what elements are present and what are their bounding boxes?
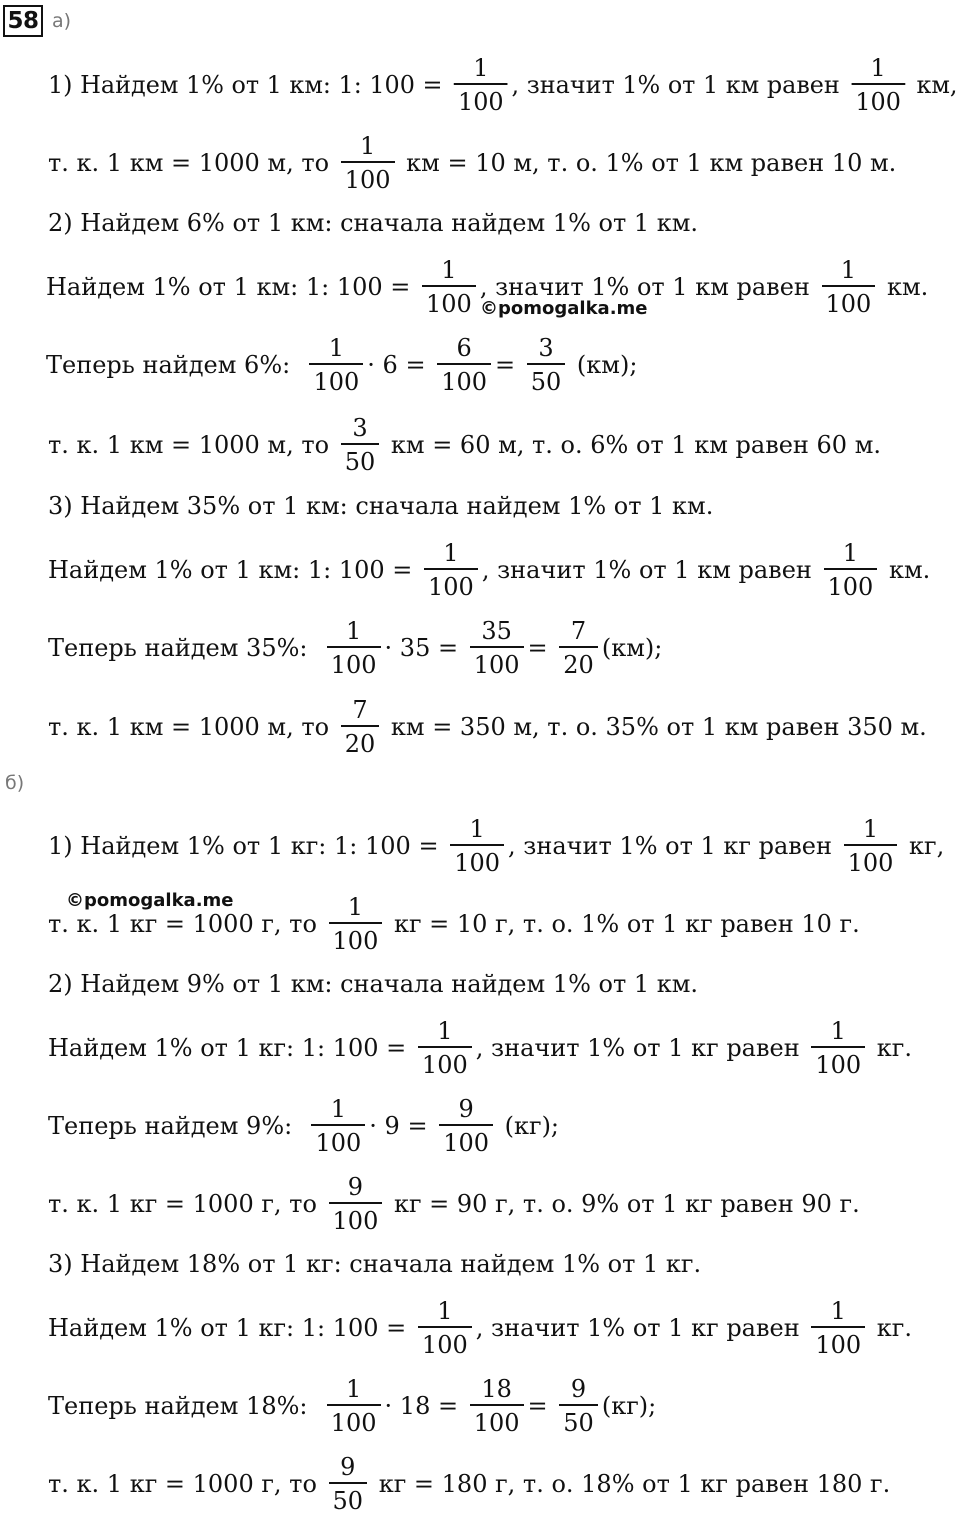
fraction-denominator: 100 xyxy=(422,285,476,316)
fraction-numerator: 9 xyxy=(347,1173,364,1201)
fraction xyxy=(470,619,524,677)
line-text: км = 10 м, т. о. 1% от 1 км равен 10 м. xyxy=(398,149,897,177)
line-text: кг, xyxy=(901,832,945,860)
fraction xyxy=(454,56,508,114)
fraction xyxy=(422,258,476,316)
fraction-numerator: 9 xyxy=(340,1453,356,1481)
line-text: Найдем 1% от 1 км: 1: 100 = xyxy=(46,273,419,301)
fraction-numerator: 1 xyxy=(862,815,879,843)
fraction-denominator: 100 xyxy=(437,363,491,394)
solution-line xyxy=(46,242,928,332)
fraction-denominator: 100 xyxy=(811,1326,865,1357)
line-text: 3) Найдем 35% от 1 км: сначала найдем 1% от 1 км. xyxy=(48,492,714,520)
fraction-denominator: 100 xyxy=(327,646,381,677)
fraction-denominator: 100 xyxy=(470,1404,524,1435)
fraction-numerator: 1 xyxy=(437,1297,453,1325)
fraction xyxy=(811,1299,865,1357)
fraction-denominator: 20 xyxy=(559,646,598,677)
fraction-numerator: 1 xyxy=(870,54,886,82)
solution-line xyxy=(48,801,944,891)
fraction-denominator: 50 xyxy=(527,363,566,394)
line-text: = xyxy=(527,1392,556,1420)
fraction-denominator: 100 xyxy=(822,285,876,316)
fraction-denominator: 100 xyxy=(844,844,898,875)
line-text: = xyxy=(527,634,556,662)
fraction xyxy=(309,336,363,394)
line-text: Теперь найдем 18%: xyxy=(48,1392,323,1420)
fraction xyxy=(822,258,876,316)
fraction-denominator: 50 xyxy=(329,1482,368,1513)
fraction-denominator: 100 xyxy=(454,83,508,114)
line-text: (кг); xyxy=(497,1112,560,1140)
fraction-numerator: 1 xyxy=(359,132,376,160)
fraction xyxy=(327,1377,381,1435)
solution-line xyxy=(48,40,958,130)
fraction-numerator: 6 xyxy=(456,334,472,362)
fraction-numerator: 3 xyxy=(538,334,554,362)
fraction-numerator: 1 xyxy=(437,1017,453,1045)
fraction-denominator: 50 xyxy=(559,1404,598,1435)
line-text: км. xyxy=(881,556,931,584)
fraction-numerator: 7 xyxy=(352,696,368,724)
fraction-numerator: 1 xyxy=(830,1017,846,1045)
line-text: (км); xyxy=(569,351,638,379)
line-text: км, xyxy=(908,71,958,99)
fraction-denominator: 100 xyxy=(824,568,878,599)
line-text: т. к. 1 км = 1000 м, то xyxy=(48,431,337,459)
fraction xyxy=(418,1019,472,1077)
fraction xyxy=(327,619,381,677)
line-text: км = 60 м, т. о. 6% от 1 км равен 60 м. xyxy=(383,431,881,459)
line-text: т. к. 1 км = 1000 м, то xyxy=(48,713,337,741)
fraction-numerator: 3 xyxy=(352,414,368,442)
line-text: т. к. 1 км = 1000 м, то xyxy=(48,149,337,177)
fraction xyxy=(470,1377,524,1435)
line-text: Найдем 1% от 1 кг: 1: 100 = xyxy=(48,1314,414,1342)
fraction-numerator: 1 xyxy=(830,1297,846,1325)
line-text: Теперь найдем 9%: xyxy=(48,1112,308,1140)
fraction-numerator: 1 xyxy=(473,54,489,82)
fraction-numerator: 35 xyxy=(481,617,512,645)
fraction-numerator: 1 xyxy=(441,256,457,284)
fraction-denominator: 100 xyxy=(418,1046,472,1077)
fraction-denominator: 100 xyxy=(329,1202,383,1233)
solution-line xyxy=(48,1081,559,1171)
fraction-numerator: 9 xyxy=(570,1375,587,1403)
fraction-denominator: 100 xyxy=(329,922,383,953)
task-number: 58 xyxy=(3,5,43,37)
part-a-label: а) xyxy=(52,10,72,32)
fraction xyxy=(559,1377,598,1435)
line-text: , значит 1% от 1 км равен xyxy=(511,71,848,99)
fraction-numerator: 7 xyxy=(570,617,587,645)
fraction-denominator: 20 xyxy=(341,725,380,756)
line-text: кг = 90 г, т. о. 9% от 1 кг равен 90 г. xyxy=(386,1190,860,1218)
line-text: кг. xyxy=(869,1314,912,1342)
solution-line xyxy=(48,1361,656,1451)
fraction xyxy=(811,1019,865,1077)
fraction xyxy=(341,698,380,756)
line-text: 2) Найдем 9% от 1 км: сначала найдем 1% от 1 км. xyxy=(48,970,699,998)
fraction xyxy=(527,336,566,394)
solution-line xyxy=(46,320,637,410)
fraction-numerator: 1 xyxy=(469,815,485,843)
fraction-denominator: 100 xyxy=(470,646,524,677)
fraction-denominator: 100 xyxy=(439,1124,493,1155)
line-text: , значит 1% от 1 км равен xyxy=(479,273,818,301)
fraction-numerator: 1 xyxy=(840,256,857,284)
solution-line xyxy=(48,682,927,772)
fraction xyxy=(559,619,598,677)
fraction xyxy=(450,817,504,875)
fraction-numerator: 1 xyxy=(328,334,345,362)
fraction xyxy=(424,541,478,599)
fraction-denominator: 100 xyxy=(309,363,363,394)
line-text: т. к. 1 кг = 1000 г, то xyxy=(48,1470,325,1498)
fraction-numerator: 1 xyxy=(443,539,459,567)
fraction xyxy=(851,56,905,114)
line-text: · 18 = xyxy=(384,1392,466,1420)
watermark: ©pomogalka.me xyxy=(66,890,234,911)
line-text: 1) Найдем 1% от 1 кг: 1: 100 = xyxy=(48,832,447,860)
line-text: , значит 1% от 1 кг равен xyxy=(508,832,840,860)
fraction-denominator: 100 xyxy=(327,1404,381,1435)
solution-line xyxy=(48,1003,912,1093)
line-text: · 35 = xyxy=(384,634,466,662)
line-text: (км); xyxy=(601,634,663,662)
fraction-numerator: 9 xyxy=(458,1095,474,1123)
fraction-denominator: 100 xyxy=(341,161,395,192)
line-text: 2) Найдем 6% от 1 км: сначала найдем 1% от 1 км. xyxy=(48,209,699,237)
fraction xyxy=(824,541,878,599)
fraction xyxy=(311,1097,365,1155)
line-text: Теперь найдем 35%: xyxy=(48,634,323,662)
line-text: км. xyxy=(879,273,929,301)
solution-line xyxy=(48,525,930,615)
fraction-denominator: 100 xyxy=(851,83,905,114)
fraction-denominator: 100 xyxy=(424,568,478,599)
line-text: кг = 180 г, т. о. 18% от 1 кг равен 180 г. xyxy=(371,1470,891,1498)
line-text: т. к. 1 кг = 1000 г, то xyxy=(48,1190,325,1218)
line-text: , значит 1% от 1 кг равен xyxy=(475,1034,808,1062)
line-text: = xyxy=(495,351,523,379)
fraction-denominator: 50 xyxy=(341,443,380,474)
fraction xyxy=(329,1455,368,1513)
fraction-numerator: 1 xyxy=(346,1375,362,1403)
solution-line xyxy=(48,603,662,693)
line-text: · 6 = xyxy=(367,351,434,379)
line-text: т. к. 1 кг = 1000 г, то xyxy=(48,910,325,938)
fraction xyxy=(844,817,898,875)
line-text: кг. xyxy=(869,1034,912,1062)
line-text: · 9 = xyxy=(369,1112,436,1140)
line-text: 1) Найдем 1% от 1 км: 1: 100 = xyxy=(48,71,451,99)
line-text: Теперь найдем 6%: xyxy=(46,351,306,379)
fraction-denominator: 100 xyxy=(311,1124,365,1155)
fraction-numerator: 1 xyxy=(330,1095,347,1123)
line-text: Найдем 1% от 1 км: 1: 100 = xyxy=(48,556,421,584)
solution-line xyxy=(48,1439,890,1529)
fraction-denominator: 100 xyxy=(811,1046,865,1077)
fraction xyxy=(439,1097,493,1155)
line-text: км = 350 м, т. о. 35% от 1 км равен 350 м. xyxy=(383,713,927,741)
fraction xyxy=(418,1299,472,1357)
fraction-numerator: 18 xyxy=(481,1375,512,1403)
solution-line xyxy=(48,1283,912,1373)
fraction-numerator: 1 xyxy=(346,617,362,645)
line-text: , значит 1% от 1 кг равен xyxy=(475,1314,808,1342)
fraction-denominator: 100 xyxy=(418,1326,472,1357)
line-text: (кг); xyxy=(601,1392,657,1420)
fraction-numerator: 1 xyxy=(842,539,859,567)
fraction-numerator: 1 xyxy=(347,893,364,921)
part-b-label: б) xyxy=(5,772,25,794)
watermark: ©pomogalka.me xyxy=(480,298,648,319)
line-text: 3) Найдем 18% от 1 кг: сначала найдем 1% от 1 кг. xyxy=(48,1250,702,1278)
line-text: , значит 1% от 1 км равен xyxy=(481,556,820,584)
line-text: Найдем 1% от 1 кг: 1: 100 = xyxy=(48,1034,414,1062)
line-text: кг = 10 г, т. о. 1% от 1 кг равен 10 г. xyxy=(386,910,860,938)
fraction-denominator: 100 xyxy=(450,844,504,875)
fraction xyxy=(437,336,491,394)
